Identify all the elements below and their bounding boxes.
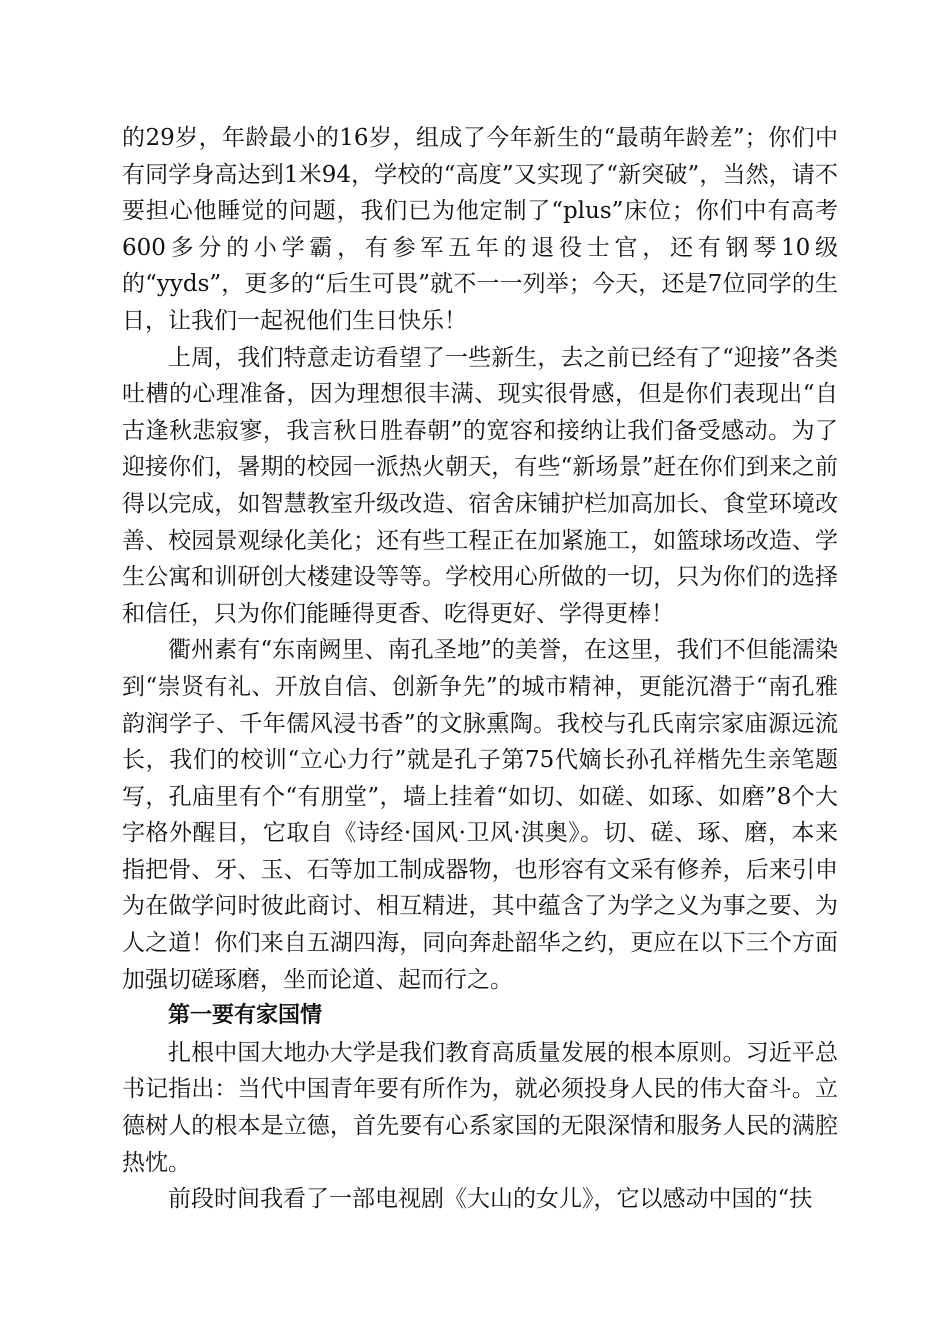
document-body [122,120,838,1218]
section-heading: 第一要有家国情 [168,1003,323,1029]
paragraph-4: 扎根中国大地办大学是我们教育高质量发展的根本原则。习近平总书记指出：当代中国青年要有所作为，就必须投身人民的伟大奋斗。立德树人的根本是立德，首先要有心系家国的无限深情和服务人民的满腔热忱。 [122,1039,838,1176]
paragraph-5: 前段时间我看了一部电视剧《大山的女儿》，它以感动中国的“扶 [168,1186,813,1213]
paragraph-1: 的29岁，年龄最小的16岁，组成了今年新生的“最萌年龄差”；你们中有同学身高达到1米94，学校的“高度”又实现了“新突破”，当然，请不要担心他睡觉的问题，我们已为他定制了“plus”床位；你们中有高考600多分的小学霸，有参军五年的退役士官，还有钢琴10级的“yyds”，更多的“后生可畏”就不一一列举；今天，还是7位同学的生日，让我们一起祝他们生日快乐！ [122,125,838,334]
paragraph-2: 上周，我们特意走访看望了一些新生，去之前已经有了“迎接”各类吐槽的心理准备，因为理想很丰满、现实很骨感，但是你们表现出“自古逢秋悲寂寥，我言秋日胜春朝”的宽容和接纳让我们备受感动。为了迎接你们，暑期的校园一派热火朝天，有些“新场景”赶在你们到来之前得以完成，如智慧教室升级改造、宿舍床铺护栏加高加长、食堂环境改善、校园景观绿化美化；还有些工程正在加紧施工，如篮球场改造、学生公寓和训研创大楼建设等等。学校用心所做的一切，只为你们的选择和信任，只为你们能睡得更香、吃得更好、学得更棒！ [122,344,838,627]
paragraph-3: 衢州素有“东南阙里、南孔圣地”的美誉，在这里，我们不但能濡染到“崇贤有礼、开放自信、创新争先”的城市精神，更能沉潜于“南孔雅韵润学子、千年儒风浸书香”的文脉熏陶。我校与孔氏南宗家庙源远流长，我们的校训“立心力行”就是孔子第75代嫡长孙孔祥楷先生亲笔题写，孔庙里有个“有朋堂”，墙上挂着“如切、如磋、如琢、如磨”8个大字格外醒目，它取自《诗经·国风·卫风·淇奥》。切、磋、琢、磨，本来指把骨、牙、玉、石等加工制成器物，也形容有文采有修养，后来引申为在做学问时彼此商讨、相互精进，其中蕴含了为学之义为事之要、为人之道！你们来自五湖四海，同向奔赴韶华之约，更应在以下三个方面加强切磋琢磨，坐而论道、起而行之。 [122,637,838,993]
